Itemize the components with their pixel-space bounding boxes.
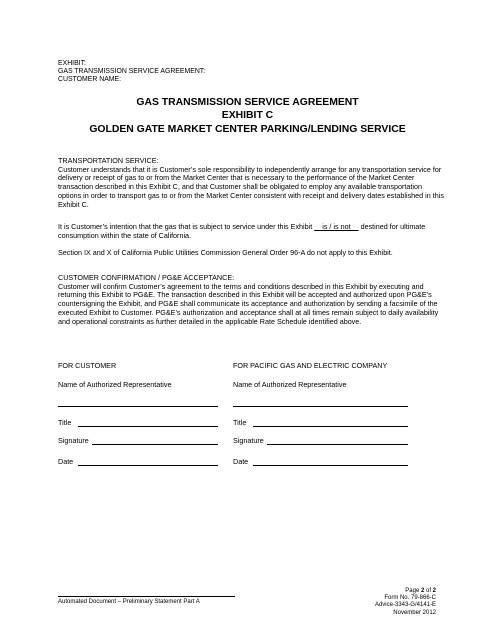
- form-number: Form No. 79-866-C: [384, 595, 436, 602]
- intent-paragraph: [58, 223, 446, 240]
- transportation-heading: TRANSPORTATION SERVICE:: [58, 156, 159, 165]
- pge-date-line[interactable]: [253, 465, 408, 466]
- pge-rep-line[interactable]: [233, 406, 408, 407]
- agreement-label: GAS TRANSMISSION SERVICE AGREEMENT:: [58, 68, 206, 76]
- customer-signature-label: Signature: [58, 436, 89, 445]
- title-line-3: GOLDEN GATE MARKET CENTER PARKING/LENDING SERVICE: [89, 123, 406, 135]
- form-date: November 2012: [393, 609, 436, 616]
- transportation-section: [58, 157, 446, 209]
- customer-title-label: Title: [58, 418, 72, 427]
- pge-signature-line[interactable]: [267, 444, 408, 445]
- exhibit-label: EXHIBIT:: [58, 60, 86, 67]
- pge-signature-label: Signature: [233, 436, 264, 445]
- confirmation-body: Customer will confirm Customer’s agreement to the terms and conditions described in this Exhibit by executing and returning this Exhibit to PG&E. The transaction described in this Exhibit will be accepted and authorized upon PG&E’s countersigning the Exhibit, and PG&E shall communicate its acceptance and authorization by sending a facsimile of the executed Exhibit to Customer. PG&E’s authorization and acceptance shall at all times remain subject to daily availability and operational constraints as further detailed in the applicable Rate Schedule identified above.: [58, 281, 439, 326]
- pge-title-line[interactable]: [253, 426, 408, 427]
- customer-heading: FOR CUSTOMER: [58, 361, 117, 370]
- footer-form-info: [375, 588, 436, 617]
- customer-rep-line[interactable]: [58, 406, 218, 407]
- page-total: 2: [432, 588, 436, 594]
- customer-date-line[interactable]: [78, 465, 218, 466]
- page-indicator: Page 2 of 2: [405, 588, 436, 594]
- exhibit-header: [58, 60, 205, 85]
- intent-blank: is / is not: [314, 222, 359, 231]
- confirmation-heading: CUSTOMER CONFIRMATION / PG&E ACCEPTANCE:: [58, 273, 235, 282]
- customer-title-line[interactable]: [78, 426, 218, 427]
- customer-date-label: Date: [58, 457, 74, 466]
- pge-heading: FOR PACIFIC GAS AND ELECTRIC COMPANY: [233, 361, 388, 370]
- customer-name-label: CUSTOMER NAME:: [58, 76, 122, 84]
- footer-document-note: Automated Document – Preliminary Statement Part A: [58, 599, 200, 605]
- pge-date-label: Date: [233, 457, 249, 466]
- page-number: 2: [420, 588, 425, 594]
- intent-text-before: It is Customer’s intention that the gas that is subject to service under this Exhibit: [58, 222, 313, 231]
- title-line-2: EXHIBIT C: [221, 110, 274, 122]
- pge-rep-label: Name of Authorized Representative: [233, 380, 347, 389]
- customer-rep-label: Name of Authorized Representative: [58, 380, 172, 389]
- document-title: [0, 96, 495, 136]
- confirmation-section: [58, 274, 446, 326]
- footer-divider: [58, 596, 235, 597]
- transportation-body: Customer understands that it is Customer’s sole responsibility to independently arrange for any transportation service for delivery or receipt of gas to or from the Market Center that is necessary to the performance of the Market Center transaction described in this Exhibit C, and that Customer shall be obligated to employ any available transportation options in order to transport gas to or from the Market Center consistent with receipt and delivery dates established in this Exhibit C.: [58, 164, 444, 209]
- customer-signature-line[interactable]: [92, 444, 218, 445]
- pge-title-label: Title: [233, 418, 247, 427]
- intent-text-after: destined for ultimate consumption within the state of California.: [58, 222, 426, 240]
- section-paragraph: Section IX and X of California Public Utilities Commission General Order 96-A do not apply to this Exhibit.: [58, 248, 393, 257]
- title-line-1: GAS TRANSMISSION SERVICE AGREEMENT: [136, 97, 359, 108]
- advice-number: Advice-3343-G/4141-E: [374, 602, 436, 609]
